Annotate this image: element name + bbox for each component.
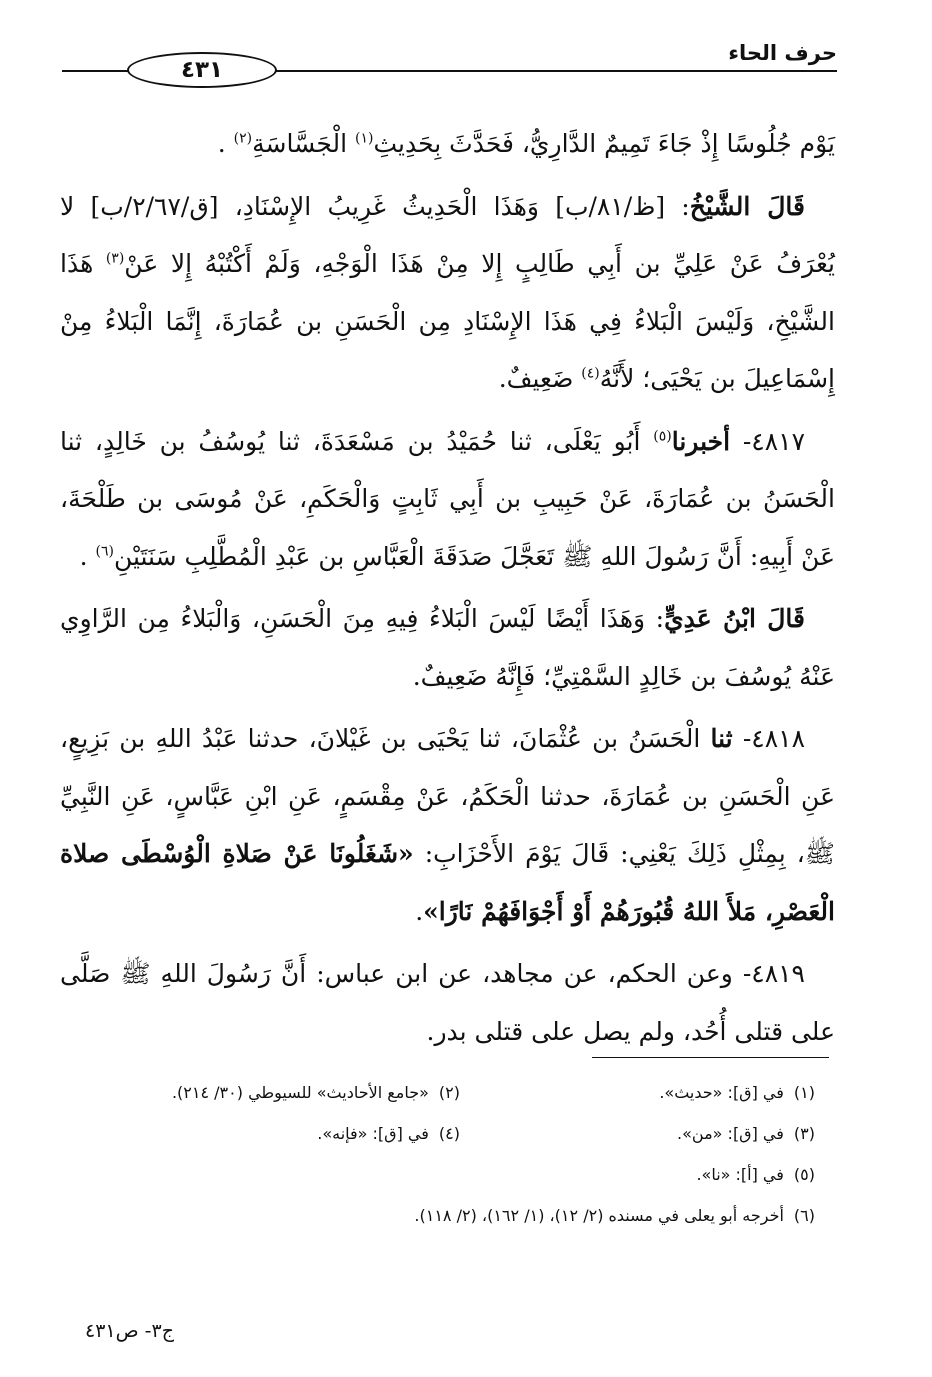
paragraph-4 <box>60 590 835 705</box>
footnote-ref-1: (١) <box>355 130 374 147</box>
footnote-ref-3: (٣) <box>105 250 125 267</box>
text-run: . <box>217 129 234 158</box>
footnote-1 <box>460 1082 815 1104</box>
footnote-number: (٣) <box>793 1123 815 1143</box>
footnote-text: في [أ]: «نا». <box>696 1164 784 1184</box>
footnote-number: (٥) <box>793 1164 815 1184</box>
text-run: يَوْم جُلُوسًا إِذْ جَاءَ تَمِيمٌ الدَّارِيُّ، فَحَدَّثَ بِحَدِيثِ <box>373 129 835 158</box>
text-run: ضَعِيفٌ. <box>498 364 582 393</box>
hadith-number: ٤٨١٩- <box>732 959 805 988</box>
footnote-5 <box>696 1164 815 1186</box>
page-number: ٤٣١ <box>127 52 277 88</box>
hadith-number: ٤٨١٧- <box>730 426 805 456</box>
main-text <box>60 115 835 1060</box>
footnote-3 <box>460 1123 815 1145</box>
footnote-2 <box>105 1082 460 1104</box>
text-run: : [ظ/٨١/ب] وَهَذَا الْحَدِيثُ غَرِيبُ الإِسْنَادِ، [ق/٢/٦٧/ب] لا يُعْرَفُ عَنْ عَلِيِّ بن أَبِي طَالِبٍ إِلا مِنْ هَذَا الْوَجْهِ، وَلَمْ أَكْتُبْهُ إِلا عَنْ <box>60 191 835 278</box>
hadith-quote: «شَغَلُونَا عَنْ صَلاةِ الْوُسْطَى صلاة الْعَصْرِ، مَلأَ اللهُ قُبُورَهُمْ أَوْ أَجْوَافَهُمْ نَارًا» <box>60 839 835 926</box>
footnote-ref-4: (٤) <box>581 365 600 382</box>
footnote-text: أخرجه أبو يعلى في مسنده (٢/ ١٢)، (١/ ١٦٢)، (٢/ ١١٨). <box>414 1205 784 1225</box>
footnote-4 <box>105 1123 460 1145</box>
text-run: . <box>415 896 424 926</box>
footnote-row <box>60 1072 815 1113</box>
footnote-number: (٦) <box>793 1205 815 1225</box>
footnote-ref-2: (٢) <box>233 130 253 147</box>
text-run: وعن الحكم، عن مجاهد، عن ابن عباس: أَنَّ رَسُولَ اللهِ ﷺ صَلَّى على قتلى أُحُد، ولم يصل على قتلى بدر. <box>60 959 835 1046</box>
volume-page-reference: ج٣- ص٤٣١ <box>85 1320 174 1342</box>
footnote-row <box>60 1113 815 1154</box>
footnote-row <box>60 1154 815 1195</box>
footnotes <box>60 1072 815 1236</box>
text-run: . <box>79 541 96 571</box>
footnote-text: «جامع الأحاديث» للسيوطي (٣٠/ ٢١٤). <box>171 1082 429 1102</box>
narration-lead: ثنا <box>710 724 733 753</box>
text-run: : وَهَذَا أَيْضًا لَيْسَ الْبَلاءُ فِيهِ مِنَ الْحَسَنِ، وَالْبَلاءُ مِن الرَّاوِي عَنْهُ يُوسُفَ بن خَالِدٍ السَّمْتِيِّ؛ فَإِنَّهُ ضَعِيفٌ. <box>60 604 835 691</box>
text-run: هَذَا الشَّيْخِ، وَلَيْسَ الْبَلاءُ فِي هَذَا الإِسْنَادِ مِن الْحَسَنِ بن عُمَارَةَ، إِنَّمَا الْبَلاءُ مِنْ إِسْمَاعِيلَ بن يَحْيَى؛ لأَنَّهُ <box>60 249 835 393</box>
hadith-4819 <box>60 945 835 1060</box>
footnote-text: في [ق]: «من». <box>677 1123 784 1143</box>
text-run: الْجَسَّاسَةِ <box>252 129 356 158</box>
text-run: أَبُو يَعْلَى، ثنا حُمَيْدُ بن مَسْعَدَةَ، ثنا يُوسُفُ بن خَالِدٍ، ثنا الْحَسَنُ بن عُمَارَةَ، عَنْ حَبِيبِ بن أَبِي ثَابِتٍ وَالْحَكَمِ، عَنْ مُوسَى بن طَلْحَةَ، عَنْ أَبِيهِ: أَنَّ رَسُولَ اللهِ ﷺ تَعَجَّلَ صَدَقَةَ الْعَبَّاسِ بن عَبْدِ الْمُطَّلِبِ سَنَتَيْنِ <box>60 426 835 571</box>
hadith-4818 <box>60 710 835 940</box>
speaker-label: قَالَ ابْنُ عَدِيٍّ <box>664 604 805 633</box>
footnote-number: (٢) <box>438 1082 460 1102</box>
text-run: الْحَسَنُ بن عُثْمَانَ، ثنا يَحْيَى بن غَيْلانَ، حدثنا عَبْدُ اللهِ بن بَزِيعٍ، عَنِ الْحَسَنِ بن عُمَارَةَ، حدثنا الْحَكَمُ، عَنْ مِقْسَمٍ، عَنِ ابْنِ عَبَّاسٍ، عَنِ النَّبِيِّ ﷺ، بِمِثْلِ ذَلِكَ يَعْنِي: قَالَ يَوْمَ الأَحْزَابِ: <box>60 724 836 868</box>
paragraph-1 <box>60 115 835 173</box>
footnote-row <box>60 1195 815 1236</box>
page-header <box>62 28 837 108</box>
hadith-4817 <box>60 413 835 586</box>
footnote-separator <box>592 1057 829 1058</box>
footnote-ref-5: (٥) <box>653 428 672 445</box>
footnote-6 <box>414 1205 815 1227</box>
footnote-ref-6: (٦) <box>95 543 114 560</box>
footnote-text: في [ق]: «فإنه». <box>317 1123 429 1143</box>
narration-lead: أخبرنا <box>671 426 731 456</box>
footnote-text: في [ق]: «حديث». <box>659 1082 784 1102</box>
footnote-number: (٤) <box>438 1123 460 1143</box>
chapter-title: حرف الحاء <box>728 41 837 65</box>
hadith-number: ٤٨١٨- <box>732 724 805 753</box>
paragraph-2 <box>60 178 835 408</box>
footnote-number: (١) <box>793 1082 815 1102</box>
speaker-label: قَالَ الشَّيْخُ <box>689 191 806 221</box>
